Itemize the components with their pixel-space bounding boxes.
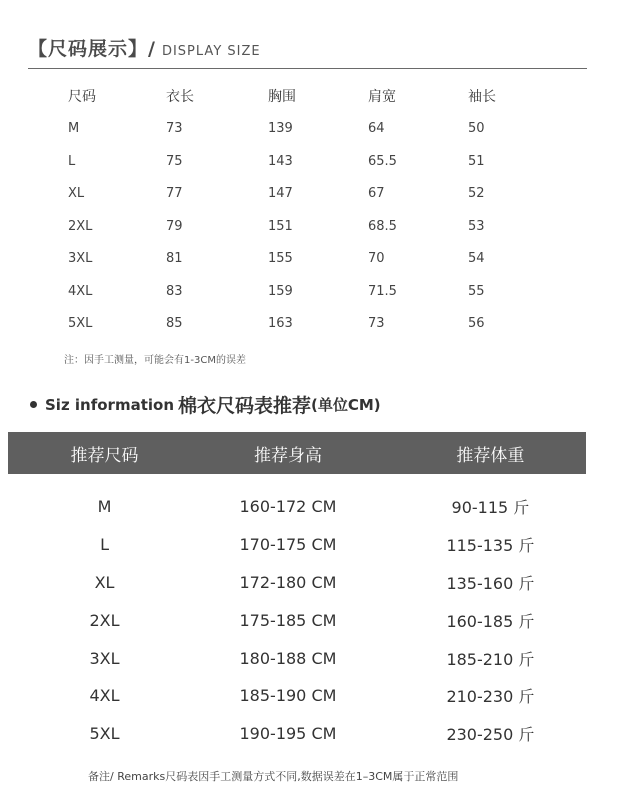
weight-cell: 135-160 斤: [446, 573, 535, 593]
size-cell: 4XL: [68, 283, 93, 299]
column-header: 推荐尺码: [70, 445, 139, 466]
column-header: 袖长: [468, 89, 496, 106]
section-title-cn: 棉衣尺码表推荐: [178, 395, 312, 417]
size-cell: XL: [94, 572, 115, 592]
length-cell: 83: [166, 283, 183, 299]
height-cell: 175-185 CM: [239, 610, 337, 630]
table-row: [8, 715, 586, 753]
sleeve-cell: 56: [468, 316, 485, 332]
weight-cell: 160-185 斤: [446, 611, 535, 631]
height-cell: 160-172 CM: [239, 497, 337, 517]
shoulder-cell: 65.5: [368, 153, 397, 169]
size-cell: 3XL: [89, 648, 120, 668]
weight-cell: 115-135 斤: [446, 536, 535, 556]
section-heading: [30, 391, 381, 418]
size-cell: 2XL: [68, 218, 93, 234]
size-cell: M: [97, 497, 112, 517]
size-cell: L: [68, 153, 76, 169]
length-cell: 77: [166, 186, 183, 202]
chest-cell: 163: [268, 316, 293, 332]
shoulder-cell: 73: [368, 316, 385, 332]
column-header: 胸围: [268, 89, 296, 106]
table-row: [40, 308, 528, 341]
sleeve-cell: 53: [468, 218, 485, 234]
table-row: [8, 488, 586, 526]
size-cell: M: [68, 121, 80, 137]
column-header: 推荐体重: [456, 445, 525, 466]
length-cell: 81: [166, 251, 183, 267]
shoulder-cell: 70: [368, 251, 385, 267]
sleeve-cell: 50: [468, 121, 485, 137]
table-header-row: [40, 80, 528, 113]
weight-cell: 185-210 斤: [446, 649, 535, 669]
table-row: [40, 113, 528, 146]
size-cell: 4XL: [89, 686, 120, 706]
height-cell: 170-175 CM: [239, 535, 337, 555]
chest-cell: 155: [268, 251, 293, 267]
table-row: [40, 275, 528, 308]
weight-cell: 210-230 斤: [446, 687, 535, 707]
table-row: [8, 601, 586, 639]
recommend-size-table: [8, 488, 586, 753]
remarks-note: 备注/ Remarks尺码表因手工测量方式不同,数据误差在1–3CM属于正常范围: [88, 770, 459, 783]
weight-cell: 90-115 斤: [451, 498, 530, 518]
chest-cell: 143: [268, 153, 293, 169]
column-header: 推荐身高: [253, 445, 322, 466]
sleeve-cell: 55: [468, 283, 485, 299]
page-title: [28, 34, 261, 61]
length-cell: 73: [166, 121, 183, 137]
section-title-unit: (单位CM): [311, 396, 381, 414]
size-measure-table: [40, 80, 528, 340]
shoulder-cell: 64: [368, 121, 385, 137]
table-row: [8, 526, 586, 564]
table-row: [40, 243, 528, 276]
column-header: 衣长: [166, 89, 194, 106]
sleeve-cell: 51: [468, 153, 485, 169]
table-row: [40, 178, 528, 211]
size-cell: 3XL: [68, 251, 93, 267]
chest-cell: 147: [268, 186, 293, 202]
table-row: [8, 677, 586, 715]
title-en: DISPLAY SIZE: [161, 44, 261, 59]
length-cell: 79: [166, 218, 183, 234]
length-cell: 75: [166, 153, 183, 169]
table-row: [40, 145, 528, 178]
chest-cell: 139: [268, 121, 293, 137]
sleeve-cell: 52: [468, 186, 485, 202]
title-cn: 【尺码展示】/: [28, 38, 156, 60]
size-cell: 2XL: [89, 610, 120, 630]
chest-cell: 151: [268, 218, 293, 234]
height-cell: 180-188 CM: [239, 648, 337, 668]
table-row: [8, 564, 586, 602]
measurement-note: 注：因手工测量，可能会有1-3CM的误差: [64, 355, 246, 366]
bullet-dot-icon: [30, 401, 37, 408]
chest-cell: 159: [268, 283, 293, 299]
length-cell: 85: [166, 316, 183, 332]
table-row: [8, 639, 586, 677]
sleeve-cell: 54: [468, 251, 485, 267]
column-header: 肩宽: [368, 89, 396, 106]
height-cell: 190-195 CM: [239, 724, 337, 744]
column-header: 尺码: [68, 89, 96, 106]
shoulder-cell: 67: [368, 186, 385, 202]
size-cell: L: [100, 535, 109, 555]
shoulder-cell: 71.5: [368, 283, 397, 299]
shoulder-cell: 68.5: [368, 218, 397, 234]
height-cell: 172-180 CM: [239, 572, 337, 592]
title-divider: [28, 68, 587, 69]
section-title-en: Siz information: [45, 395, 174, 414]
recommend-table-header: [8, 432, 586, 474]
table-row: [40, 210, 528, 243]
weight-cell: 230-250 斤: [446, 725, 535, 745]
size-cell: 5XL: [89, 724, 120, 744]
size-cell: XL: [68, 186, 85, 202]
size-cell: 5XL: [68, 316, 93, 332]
height-cell: 185-190 CM: [239, 686, 337, 706]
